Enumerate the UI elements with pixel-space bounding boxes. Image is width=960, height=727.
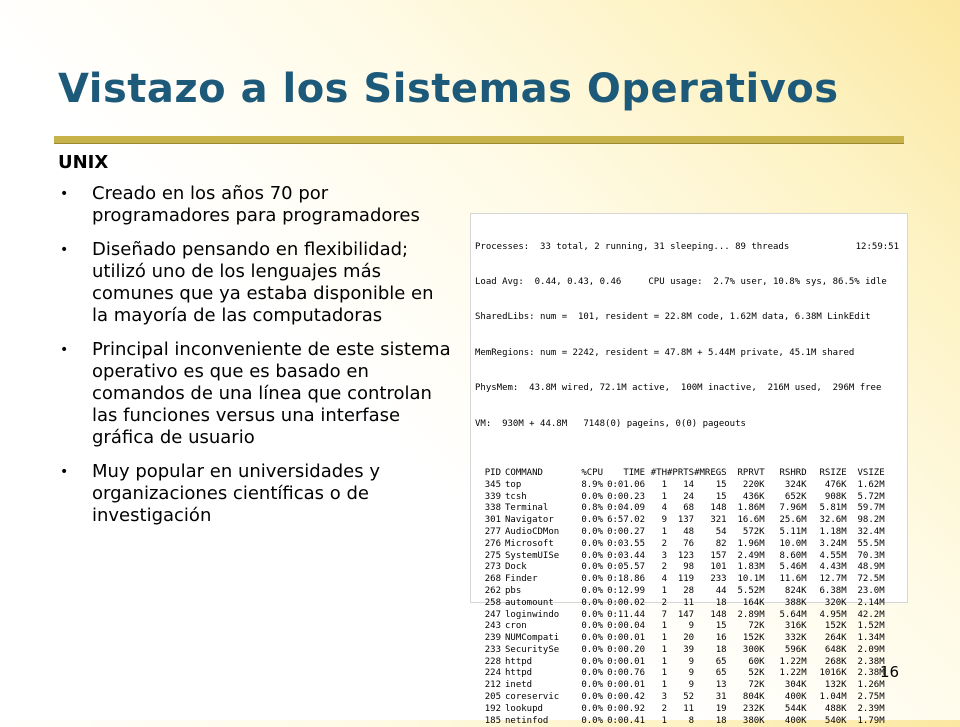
process-row: [475, 692, 885, 704]
process-cell: 0:00.76: [607, 668, 645, 679]
process-cell: 0:00.01: [607, 680, 645, 691]
process-cell: 60K: [748, 656, 765, 667]
column-header: %CPU: [581, 467, 603, 478]
process-cell: 596K: [784, 644, 807, 655]
process-cell: 239: [484, 633, 501, 644]
process-cell: 0:03.44: [607, 550, 645, 561]
process-cell: 8.60M: [779, 550, 807, 561]
process-cell: 277: [484, 526, 501, 537]
process-cell: 488K: [824, 703, 847, 714]
process-cell: tcsh: [505, 491, 527, 502]
process-cell: 8.9%: [581, 479, 603, 490]
top-command-screenshot: [470, 213, 908, 726]
process-cell: 0:00.01: [607, 633, 645, 644]
bullet-text: Diseñado pensando en flexibilidad; utilizó uno de los lenguajes más comunes que ya estaba disponible en la mayoría de las computadoras: [92, 239, 434, 326]
column-header: VSIZE: [857, 467, 885, 478]
column-header: PID: [484, 467, 501, 478]
process-cell: 345: [484, 479, 501, 490]
process-cell: 98.2M: [857, 515, 885, 526]
process-row: [475, 610, 885, 622]
process-cell: 0:18.86: [607, 574, 645, 585]
process-cell: 157: [710, 550, 727, 561]
process-cell: 98: [683, 562, 695, 573]
process-cell: 6:57.02: [607, 515, 645, 526]
terminal-summary-line: PhysMem: 43.8M wired, 72.1M active, 100M inactive, 216M used, 296M free: [475, 383, 882, 394]
process-cell: 0:12.99: [607, 585, 645, 596]
process-cell: 1: [661, 526, 667, 537]
process-row: [475, 562, 885, 574]
terminal-summary: [471, 214, 907, 454]
process-cell: 1.22M: [779, 656, 807, 667]
process-cell: 1: [661, 491, 667, 502]
process-row: [475, 527, 885, 539]
process-cell: 11: [683, 597, 695, 608]
process-cell: 476K: [824, 479, 847, 490]
process-cell: 0:05.57: [607, 562, 645, 573]
process-cell: 212: [484, 680, 501, 691]
process-cell: 0.0%: [581, 644, 603, 655]
process-cell: 320K: [824, 597, 847, 608]
process-cell: 275: [484, 550, 501, 561]
process-cell: 0:03.55: [607, 538, 645, 549]
process-cell: 2.39M: [857, 703, 885, 714]
process-cell: 824K: [784, 585, 807, 596]
process-cell: 0.0%: [581, 633, 603, 644]
process-cell: 0.0%: [581, 597, 603, 608]
process-row: [475, 551, 885, 563]
process-cell: 164K: [742, 597, 765, 608]
process-cell: 101: [710, 562, 727, 573]
process-cell: 18: [715, 715, 727, 726]
process-row: [475, 539, 885, 551]
process-cell: 70.3M: [857, 550, 885, 561]
process-cell: 0.0%: [581, 538, 603, 549]
process-cell: 11.6M: [779, 574, 807, 585]
process-cell: 380K: [742, 715, 765, 726]
terminal-clock: 12:59:51: [855, 241, 899, 252]
process-cell: 48: [683, 526, 695, 537]
process-cell: 65: [715, 656, 727, 667]
process-cell: 9: [688, 621, 695, 632]
process-cell: 321: [710, 515, 727, 526]
process-cell: 232K: [742, 703, 765, 714]
process-cell: 0.0%: [581, 526, 603, 537]
bullet-item: [58, 461, 453, 527]
process-cell: 7: [661, 609, 667, 620]
process-cell: 123: [677, 550, 695, 561]
process-cell: 0:01.06: [607, 479, 645, 490]
process-cell: 15: [715, 491, 727, 502]
section-heading: UNIX: [58, 152, 109, 173]
process-cell: 224: [484, 668, 501, 679]
process-cell: 228: [484, 656, 501, 667]
process-row: [475, 668, 885, 680]
column-header: #TH: [650, 467, 667, 478]
bullet-dot-icon: •: [60, 464, 69, 480]
process-cell: 65: [715, 668, 727, 679]
process-cell: 0.0%: [581, 703, 603, 714]
process-cell: 0:00.04: [607, 621, 645, 632]
process-cell: pbs: [505, 585, 522, 596]
process-cell: 338: [484, 503, 501, 514]
bullet-item: [58, 183, 453, 227]
process-cell: 0:00.42: [607, 692, 645, 703]
process-cell: 23.0M: [857, 585, 885, 596]
process-row: [475, 657, 885, 669]
column-header: TIME: [623, 467, 645, 478]
process-cell: 301: [484, 515, 501, 526]
process-cell: 1: [661, 621, 667, 632]
process-cell: 19: [715, 703, 727, 714]
process-cell: 1.52M: [857, 621, 885, 632]
process-cell: 304K: [784, 680, 807, 691]
process-cell: 0.0%: [581, 668, 603, 679]
process-cell: 205: [484, 692, 501, 703]
process-cell: 132K: [824, 680, 847, 691]
process-cell: 5.52M: [737, 585, 765, 596]
process-row: [475, 574, 885, 586]
process-cell: 324K: [784, 479, 807, 490]
process-cell: 32.6M: [819, 515, 847, 526]
process-cell: 10.1M: [737, 574, 765, 585]
process-cell: 572K: [742, 526, 765, 537]
process-cell: 68: [683, 503, 695, 514]
process-cell: 11: [683, 703, 695, 714]
process-cell: 4.43M: [819, 562, 847, 573]
process-cell: 0.0%: [581, 515, 603, 526]
process-row: [475, 586, 885, 598]
process-cell: 76: [683, 538, 695, 549]
bullet-text: Principal inconveniente de este sistema operativo es que es basado en comandos de una línea que controlan las funciones versus una interfase gráfica de usuario: [92, 339, 451, 448]
process-cell: 24: [683, 491, 695, 502]
process-cell: 48.9M: [857, 562, 885, 573]
process-cell: 148: [710, 503, 727, 514]
process-cell: 59.7M: [857, 503, 885, 514]
process-cell: 2.89M: [737, 609, 765, 620]
process-cell: 300K: [742, 644, 765, 655]
process-cell: 0.0%: [581, 680, 603, 691]
process-cell: 0:00.23: [607, 491, 645, 502]
process-cell: 268: [484, 574, 501, 585]
process-cell: 1.62M: [857, 479, 885, 490]
process-cell: 52: [683, 692, 695, 703]
process-cell: 1016K: [819, 668, 847, 679]
process-cell: 0.0%: [581, 585, 603, 596]
process-cell: 0.0%: [581, 562, 603, 573]
process-cell: 220K: [742, 479, 765, 490]
process-cell: 9: [688, 668, 695, 679]
process-cell: 0:00.02: [607, 597, 645, 608]
process-cell: 0:04.09: [607, 503, 645, 514]
process-row: [475, 704, 885, 716]
process-cell: 5.46M: [779, 562, 807, 573]
process-cell: 148: [710, 609, 727, 620]
process-cell: 147: [677, 609, 695, 620]
process-cell: 15: [715, 479, 727, 490]
process-cell: 2.75M: [857, 692, 885, 703]
process-cell: httpd: [505, 668, 533, 679]
process-cell: 233: [484, 644, 501, 655]
process-cell: 2: [661, 538, 667, 549]
column-header: RPRVT: [737, 467, 765, 478]
column-header: #PRTS: [667, 467, 695, 478]
process-cell: 1: [661, 715, 667, 726]
process-cell: 540K: [824, 715, 847, 726]
process-cell: 1: [661, 656, 667, 667]
process-cell: AudioCDMon: [505, 526, 560, 537]
process-cell: 233: [710, 574, 727, 585]
process-cell: 3: [661, 692, 667, 703]
process-cell: Navigator: [505, 515, 554, 526]
process-cell: 20: [683, 633, 695, 644]
process-cell: 388K: [784, 597, 807, 608]
bullet-list: [58, 183, 453, 539]
process-cell: top: [505, 479, 522, 490]
bullet-text: Muy popular en universidades y organizaciones científicas o de investigación: [92, 461, 380, 526]
process-cell: 16.6M: [737, 515, 765, 526]
process-cell: 39: [683, 644, 695, 655]
process-cell: 2.38M: [857, 668, 885, 679]
process-cell: 1: [661, 680, 667, 691]
process-cell: 4.95M: [819, 609, 847, 620]
terminal-summary-line: MemRegions: num = 2242, resident = 47.8M + 5.44M private, 45.1M shared: [475, 347, 855, 358]
process-row: [475, 515, 885, 527]
column-header: RSIZE: [819, 467, 847, 478]
process-cell: 1.04M: [819, 692, 847, 703]
process-cell: 243: [484, 621, 501, 632]
process-cell: 15: [715, 621, 727, 632]
process-cell: SecuritySe: [505, 644, 560, 655]
process-cell: 0.0%: [581, 692, 603, 703]
process-cell: 2.49M: [737, 550, 765, 561]
process-cell: 276: [484, 538, 501, 549]
process-cell: 0:11.44: [607, 609, 645, 620]
process-cell: 0:00.41: [607, 715, 645, 726]
process-cell: 18: [715, 597, 727, 608]
process-cell: 0.0%: [581, 574, 603, 585]
process-cell: 13: [715, 680, 727, 691]
column-header: #MREGS: [694, 467, 727, 478]
process-row: [475, 645, 885, 657]
process-row: [475, 621, 885, 633]
process-cell: 2: [661, 597, 667, 608]
process-cell: inetd: [505, 680, 533, 691]
process-cell: 5.64M: [779, 609, 807, 620]
process-cell: 42.2M: [857, 609, 885, 620]
page-number: 16: [880, 663, 900, 681]
process-cell: 52K: [748, 668, 765, 679]
slide-title: Vistazo a los Sistemas Operativos: [58, 66, 839, 112]
process-cell: 1.96M: [737, 538, 765, 549]
process-cell: 400K: [784, 692, 807, 703]
process-cell: 1.83M: [737, 562, 765, 573]
process-cell: 1: [661, 479, 667, 490]
process-cell: 5.11M: [779, 526, 807, 537]
process-cell: 7.96M: [779, 503, 807, 514]
process-cell: 1.34M: [857, 633, 885, 644]
process-cell: 908K: [824, 491, 847, 502]
process-cell: 192: [484, 703, 501, 714]
process-cell: 0.8%: [581, 503, 603, 514]
process-cell: 5.72M: [857, 491, 885, 502]
process-cell: 0.0%: [581, 550, 603, 561]
process-cell: 3: [661, 550, 667, 561]
process-cell: 804K: [742, 692, 765, 703]
process-cell: 268K: [824, 656, 847, 667]
bullet-text: Creado en los años 70 por programadores para programadores: [92, 183, 420, 226]
process-cell: coreservic: [505, 692, 560, 703]
process-cell: 18: [715, 644, 727, 655]
bullet-item: [58, 339, 453, 449]
process-cell: 436K: [742, 491, 765, 502]
process-cell: 264K: [824, 633, 847, 644]
column-header: COMMAND: [505, 467, 543, 478]
process-cell: 2.09M: [857, 644, 885, 655]
process-cell: 0:00.92: [607, 703, 645, 714]
process-cell: 12.7M: [819, 574, 847, 585]
process-cell: 4: [661, 503, 667, 514]
process-cell: 247: [484, 609, 501, 620]
process-cell: 72K: [748, 680, 765, 691]
process-cell: 0.0%: [581, 621, 603, 632]
process-cell: 1: [661, 644, 667, 655]
process-cell: 0:00.20: [607, 644, 645, 655]
process-row: [475, 598, 885, 610]
process-cell: 54: [715, 526, 727, 537]
process-cell: 28: [683, 585, 695, 596]
bullet-dot-icon: •: [60, 342, 69, 358]
process-cell: 137: [677, 515, 695, 526]
process-row: [475, 716, 885, 727]
process-cell: 32.4M: [857, 526, 885, 537]
process-cell: 0.0%: [581, 609, 603, 620]
column-header: RSHRD: [779, 467, 807, 478]
process-cell: 3.24M: [819, 538, 847, 549]
process-cell: 4.55M: [819, 550, 847, 561]
process-cell: 8: [688, 715, 695, 726]
process-cell: 16: [715, 633, 727, 644]
process-cell: 544K: [784, 703, 807, 714]
process-cell: 2.14M: [857, 597, 885, 608]
process-cell: 1.18M: [819, 526, 847, 537]
process-cell: 0.0%: [581, 656, 603, 667]
process-cell: 25.6M: [779, 515, 807, 526]
process-cell: 339: [484, 491, 501, 502]
process-cell: 652K: [784, 491, 807, 502]
process-cell: 2: [661, 562, 667, 573]
process-cell: 273: [484, 562, 501, 573]
process-cell: 31: [715, 692, 727, 703]
process-cell: 1: [661, 585, 667, 596]
process-cell: 14: [683, 479, 695, 490]
process-cell: 6.38M: [819, 585, 847, 596]
bullet-dot-icon: •: [60, 186, 69, 202]
process-cell: 55.5M: [857, 538, 885, 549]
process-row: [475, 503, 885, 515]
process-cell: 400K: [784, 715, 807, 726]
process-cell: 1.26M: [857, 680, 885, 691]
process-cell: 5.81M: [819, 503, 847, 514]
process-cell: 9: [688, 680, 695, 691]
process-row: [475, 680, 885, 692]
process-cell: 185: [484, 715, 501, 726]
process-cell: 4: [661, 574, 667, 585]
process-cell: Finder: [505, 574, 538, 585]
process-cell: httpd: [505, 656, 533, 667]
terminal-summary-line: VM: 930M + 44.8M 7148(0) pageins, 0(0) pageouts: [475, 418, 746, 429]
process-cell: 1.86M: [737, 503, 765, 514]
process-cell: 152K: [824, 621, 847, 632]
process-row: [475, 480, 885, 492]
process-cell: 0.0%: [581, 715, 603, 726]
process-cell: loginwindo: [505, 609, 560, 620]
process-cell: 1.79M: [857, 715, 885, 726]
bullet-dot-icon: •: [60, 242, 69, 258]
process-cell: automount: [505, 597, 554, 608]
process-cell: 262: [484, 585, 501, 596]
process-cell: 332K: [784, 633, 807, 644]
process-table: [475, 468, 885, 727]
process-cell: Dock: [505, 562, 527, 573]
process-cell: Terminal: [505, 503, 549, 514]
process-cell: 9: [661, 515, 667, 526]
process-cell: 72K: [748, 621, 765, 632]
process-cell: 82: [715, 538, 727, 549]
process-cell: cron: [505, 621, 527, 632]
title-underline: [54, 136, 904, 144]
process-cell: 10.0M: [779, 538, 807, 549]
process-cell: 9: [688, 656, 695, 667]
process-row: [475, 633, 885, 645]
process-cell: 258: [484, 597, 501, 608]
process-cell: lookupd: [505, 703, 543, 714]
process-cell: NUMCompati: [505, 633, 560, 644]
terminal-summary-line: Processes: 33 total, 2 running, 31 sleeping... 89 threads: [475, 241, 790, 252]
process-cell: Microsoft: [505, 538, 554, 549]
process-row: [475, 492, 885, 504]
terminal-summary-line: SharedLibs: num = 101, resident = 22.8M code, 1.62M data, 6.38M LinkEdit: [475, 312, 871, 323]
process-cell: 119: [677, 574, 695, 585]
process-cell: 2: [661, 703, 667, 714]
process-cell: 0.0%: [581, 491, 603, 502]
bullet-item: [58, 239, 453, 327]
terminal-summary-line: Load Avg: 0.44, 0.43, 0.46 CPU usage: 2.7% user, 10.8% sys, 86.5% idle: [475, 276, 887, 287]
process-cell: 1: [661, 633, 667, 644]
process-cell: 316K: [784, 621, 807, 632]
process-cell: 152K: [742, 633, 765, 644]
process-cell: 2.38M: [857, 656, 885, 667]
process-cell: 648K: [824, 644, 847, 655]
process-cell: SystemUISe: [505, 550, 560, 561]
process-cell: netinfod: [505, 715, 549, 726]
process-cell: 0:00.01: [607, 656, 645, 667]
process-cell: 44: [715, 585, 727, 596]
process-cell: 1.22M: [779, 668, 807, 679]
process-cell: 1: [661, 668, 667, 679]
process-cell: 72.5M: [857, 574, 885, 585]
process-cell: 0:00.27: [607, 526, 645, 537]
